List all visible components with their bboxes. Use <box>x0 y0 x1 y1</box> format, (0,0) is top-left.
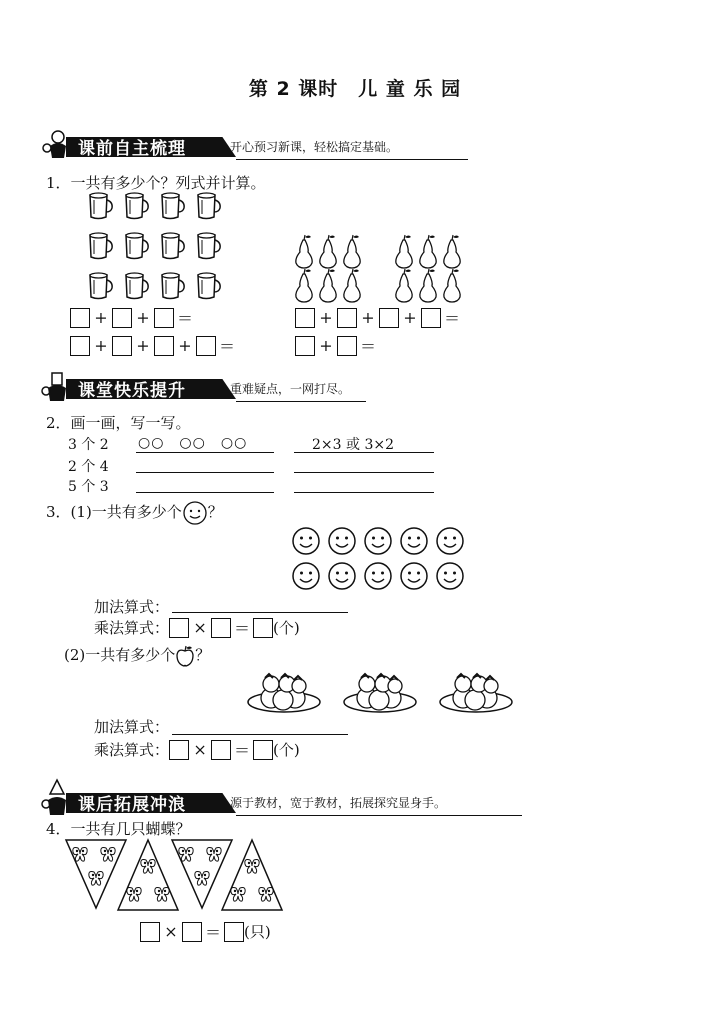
smiley-icon <box>182 500 208 526</box>
apple-plates-illustration <box>245 664 515 716</box>
section-banner-preview <box>40 128 670 162</box>
q2-row-label: 5 个 3 <box>68 479 109 495</box>
cups-illustration <box>80 190 240 305</box>
add-formula-blank[interactable] <box>172 734 348 735</box>
section-banner-classroom <box>40 370 670 404</box>
q2-drawing-blank[interactable] <box>136 492 274 493</box>
q2-answer: 2×3 或 3×2 <box>312 437 394 453</box>
answer-box[interactable] <box>169 740 189 760</box>
answer-box[interactable] <box>253 618 273 638</box>
section-slogan: 重难疑点，一网打尽。 <box>230 382 351 396</box>
q2-row-label: 2 个 4 <box>68 459 109 475</box>
section-banner-extension <box>40 784 670 818</box>
q1-cups-equation-a: + + ＝ <box>70 306 196 329</box>
answer-box[interactable] <box>70 308 90 328</box>
page-title: 第 2 课时 儿 童 乐 园 <box>248 78 462 100</box>
answer-box[interactable] <box>182 922 202 942</box>
section-label: 课后拓展冲浪 <box>78 795 186 815</box>
answer-box[interactable] <box>154 336 174 356</box>
answer-box[interactable] <box>196 336 216 356</box>
q1-pears-equation-a: + + + ＝ <box>295 306 463 329</box>
q2-answer-blank[interactable] <box>294 472 434 473</box>
section-slogan: 开心预习新课，轻松搞定基础。 <box>230 140 399 154</box>
q1-pears-equation-b: + ＝ <box>295 334 379 357</box>
section-label: 课堂快乐提升 <box>78 381 186 401</box>
add-formula-label: 加法算式： <box>94 598 170 616</box>
q2-drawing-circles: ○○ ○○ ○○ <box>138 435 248 451</box>
section-slogan: 源于教材，宽于教材，拓展探究显身手。 <box>230 796 447 810</box>
answer-box[interactable] <box>295 336 315 356</box>
answer-box[interactable] <box>154 308 174 328</box>
answer-box[interactable] <box>140 922 160 942</box>
answer-box[interactable] <box>211 618 231 638</box>
answer-box[interactable] <box>421 308 441 328</box>
answer-box[interactable] <box>253 740 273 760</box>
butterfly-triangles-illustration <box>62 836 312 916</box>
answer-box[interactable] <box>70 336 90 356</box>
q4-equation: × ＝ (只) <box>140 920 271 943</box>
question-4: 4．一共有几只蝴蝶？ <box>46 820 191 838</box>
answer-box[interactable] <box>337 308 357 328</box>
apple-icon <box>175 644 195 668</box>
answer-box[interactable] <box>337 336 357 356</box>
q3-mul-equation-2: 乘法算式： × ＝ (个) <box>94 740 300 760</box>
answer-box[interactable] <box>169 618 189 638</box>
answer-box[interactable] <box>112 336 132 356</box>
section-label: 课前自主梳理 <box>78 139 186 159</box>
add-formula-label: 加法算式： <box>94 718 170 736</box>
question-3-part-1: 3．(1)一共有多少个 ？ <box>46 500 223 526</box>
answer-box[interactable] <box>224 922 244 942</box>
q2-drawing-blank[interactable] <box>136 472 274 473</box>
q1-cups-equation-b: + + + ＝ <box>70 334 238 357</box>
question-1: 1．一共有多少个？列式并计算。 <box>46 174 266 192</box>
question-3-part-2: (2)一共有多少个 ？ <box>64 644 210 668</box>
answer-box[interactable] <box>112 308 132 328</box>
answer-box[interactable] <box>379 308 399 328</box>
add-formula-blank[interactable] <box>172 612 348 613</box>
question-2: 2．画一画，写一写。 <box>46 414 191 432</box>
answer-box[interactable] <box>211 740 231 760</box>
q3-mul-equation-1: 乘法算式： × ＝ (个) <box>94 618 300 638</box>
q2-answer-blank[interactable] <box>294 492 434 493</box>
q2-row-label: 3 个 2 <box>68 437 109 453</box>
pears-illustration <box>290 234 470 304</box>
answer-box[interactable] <box>295 308 315 328</box>
smiley-faces-illustration <box>290 526 470 594</box>
